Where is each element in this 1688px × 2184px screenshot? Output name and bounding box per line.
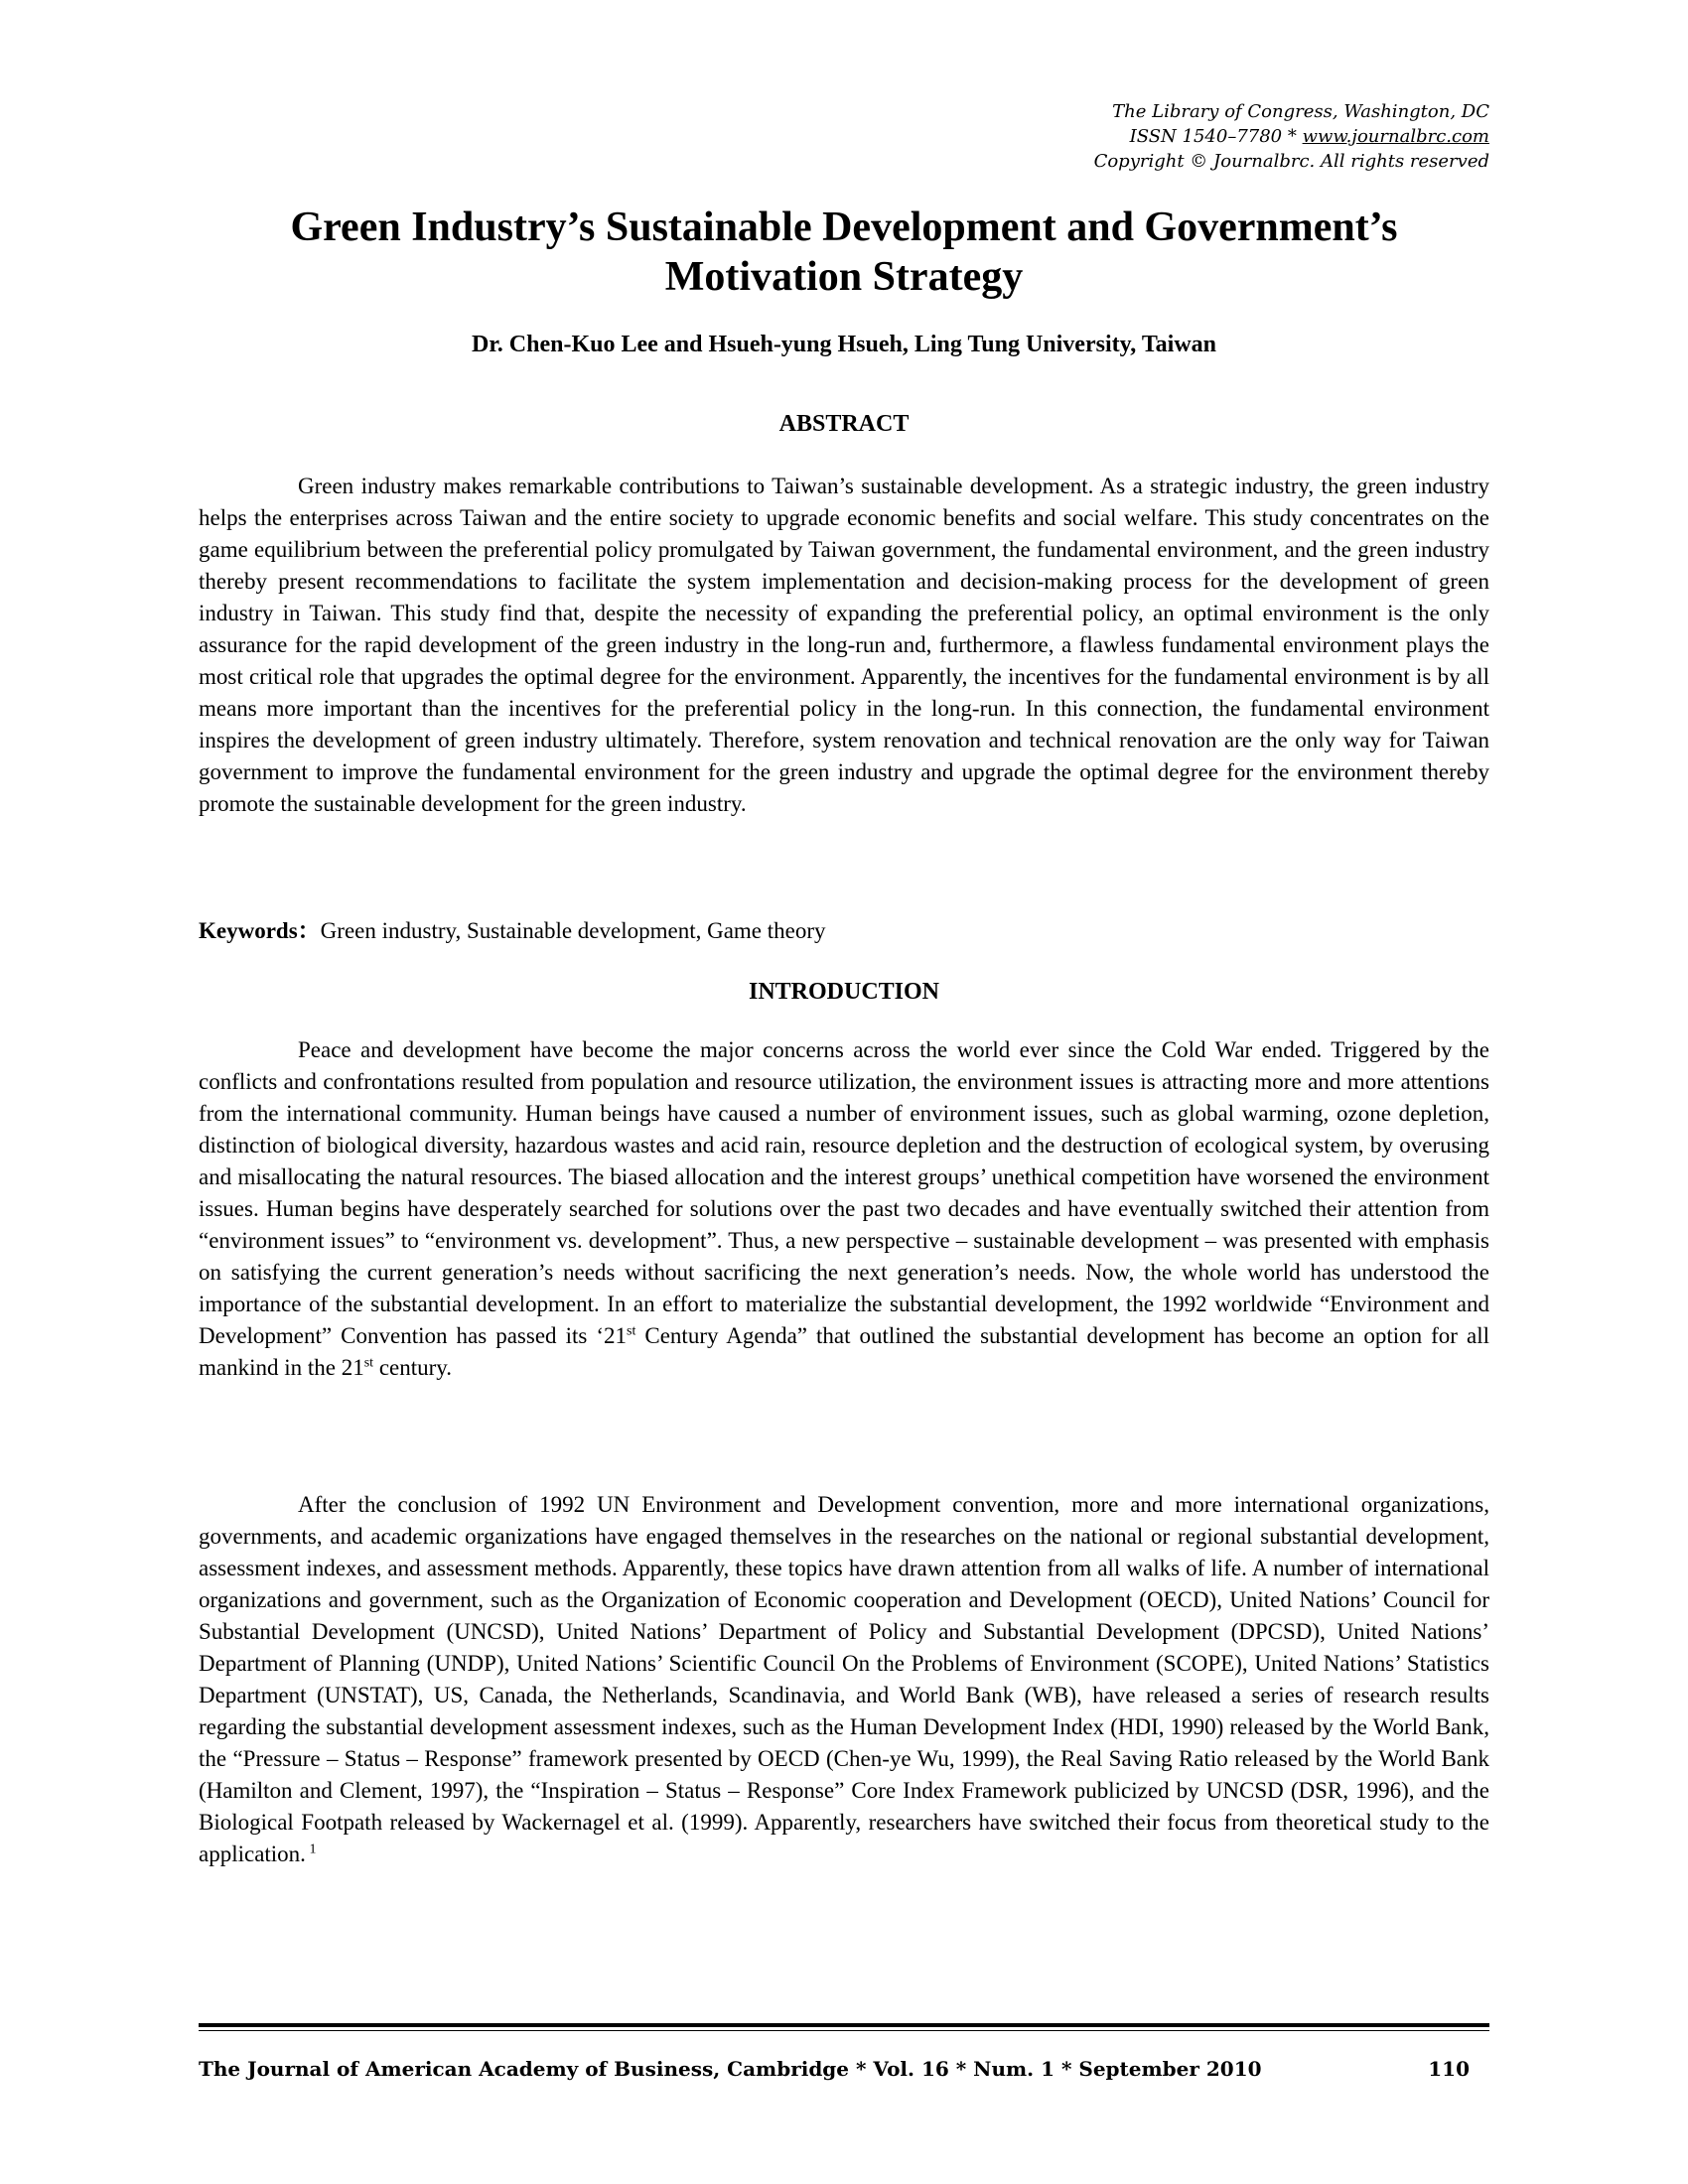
issn-text: ISSN 1540–7780 [1129,126,1283,147]
intro-p1-text-b: Century Agenda” that outlined the substantial development has become an option for all mankind in the 21 [199,1323,1489,1380]
footer-journal-citation: The Journal of American Academy of Business, Cambridge * Vol. 16 * Num. 1 * September 2010 [199,2057,1262,2081]
copyright-line: Copyright © Journalbrc. All rights reserved [1093,151,1489,172]
issn-separator: * [1282,126,1303,147]
page-number: 110 [1428,2057,1470,2081]
page-footer [199,2054,1489,2084]
introduction-paragraph-2 [199,1489,1489,1870]
introduction-paragraph-1 [199,1034,1489,1384]
intro-p1-text-c: century. [373,1355,453,1380]
keywords-text: Green industry, Sustainable development, Game theory [320,918,826,943]
abstract-text: Green industry makes remarkable contributions to Taiwan’s sustainable development. As a strategic industry, the green industry helps the enterprises across Taiwan and the entire society to upgrade economic benefits and social welfare. This study concentrates on the game equilibrium between the preferential policy promulgated by Taiwan government, the fundamental environment, and the green industry thereby present recommendations to facilitate the system implementation and decision-making process for the development of green industry in Taiwan. This study find that, despite the necessity of expanding the preferential policy, an optimal environment is the only assurance for the rapid development of the green industry in the long-run and, furthermore, a flawless fundamental environment plays the most critical role that upgrades the optimal degree for the environment. Apparently, the incentives for the fundamental environment is by all means more important than the incentives for the preferential policy in the long-run. In this connection, the fundamental environment inspires the development of green industry ultimately. Therefore, system renovation and technical renovation are the only way for Taiwan government to improve the fundamental environment for the green industry and upgrade the optimal degree for the environment thereby promote the sustainable development for the green industry. [199,474,1489,816]
keywords-label: Keywords： [199,918,321,943]
footnote-marker[interactable]: 1 [305,1842,317,1857]
paper-page [199,0,1489,2184]
paper-authors: Dr. Chen-Kuo Lee and Hsueh-yung Hsueh, Ling Tung University, Taiwan [471,332,1216,357]
paper-title: Green Industry’s Sustainable Development and Government’s Motivation Strategy [290,205,1398,300]
library-line: The Library of Congress, Washington, DC [1112,101,1489,122]
publication-header [1094,99,1489,174]
footer-rule [199,2023,1489,2031]
issn-line [1094,124,1489,149]
intro-p1-text-a: Peace and development have become the major concerns across the world ever since the Cold War ended. Triggered by the conflicts and confrontations resulted from population and resource utilization, the environment issues is attracting more and more attentions from the international community. Human beings have caused a number of environment issues, such as global warming, ozone depletion, distinction of biological diversity, hazardous wastes and acid rain, resource depletion and the destruction of ecological system, by overusing and misallocating the natural resources. The biased allocation and the interest groups’ unethical competition have worsened the environment issues. Human begins have desperately searched for solutions over the past two decades and have eventually switched their attention from “environment issues” to “environment vs. development”. Thus, a new perspective – sustainable development – was presented with emphasis on satisfying the current generation’s needs without sacrificing the next generation’s needs. Now, the whole world has understood the importance of the substantial development. In an effort to materialize the substantial development, the 1992 worldwide “Environment and Development” Convention has passed its ‘21 [199,1037,1489,1348]
keywords-line [199,915,1489,947]
intro-p2-text: After the conclusion of 1992 UN Environment and Development convention, more and more international organizations, governments, and academic organizations have engaged themselves in the researches on the national or regional substantial development, assessment indexes, and assessment methods. Apparently, these topics have drawn attention from all walks of life. A number of international organizations and government, such as the Organization of Economic cooperation and Development (OECD), United Nations’ Council for Substantial Development (UNCSD), United Nations’ Department of Policy and Substantial Development (DPCSD), United Nations’ Department of Planning (UNDP), United Nations’ Scientific Council On the Problems of Environment (SCOPE), United Nations’ Statistics Department (UNSTAT), US, Canada, the Netherlands, Scandinavia, and World Bank (WB), have released a series of research results regarding the substantial development assessment indexes, such as the Human Development Index (HDI, 1990) released by the World Bank, the “Pressure – Status – Response” framework presented by OECD (Chen-ye Wu, 1999), the Real Saving Ratio released by the World Bank (Hamilton and Clement, 1997), the “Inspiration – Status – Response” Core Index Framework publicized by UNCSD (DSR, 1996), and the Biological Footpath released by Wackernagel et al. (1999). Apparently, researchers have switched their focus from theoretical study to the application. [199,1492,1489,1866]
ordinal-superscript: st [627,1323,636,1339]
journal-url-link[interactable]: www.journalbrc.com [1302,126,1489,147]
abstract-heading: ABSTRACT [778,411,910,437]
introduction-heading: INTRODUCTION [748,979,940,1005]
ordinal-superscript: st [363,1355,374,1371]
